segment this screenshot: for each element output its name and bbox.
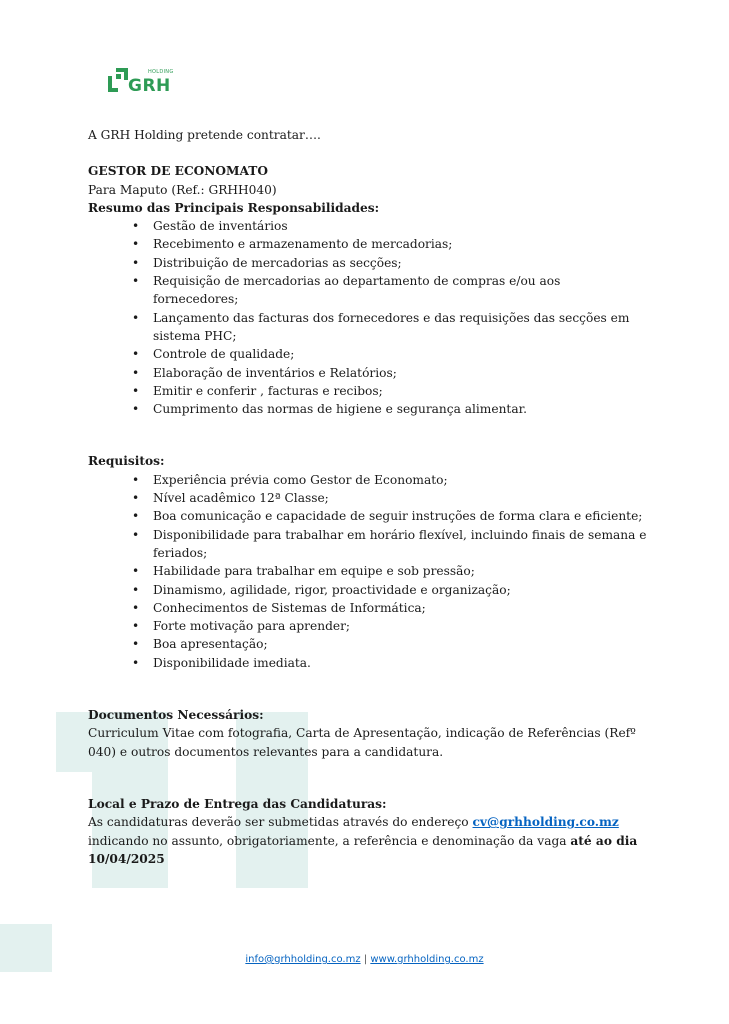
- list-item: • Requisição de mercadorias ao departamento de compras e/ou aos fornecedores;: [88, 272, 648, 309]
- list-item: • Experiência prévia como Gestor de Economato;: [88, 471, 648, 489]
- list-item: • Dinamismo, agilidade, rigor, proactividade e organização;: [88, 581, 648, 599]
- list-item: • Disponibilidade para trabalhar em horário flexível, incluindo finais de semana e feriados;: [88, 526, 648, 563]
- list-item: • Lançamento das facturas dos fornecedores e das requisições das secções em sistema PHC;: [88, 309, 648, 346]
- list-item: • Cumprimento das normas de higiene e segurança alimentar.: [88, 400, 648, 418]
- job-title: GESTOR DE ECONOMATO: [88, 164, 268, 179]
- list-item: • Boa comunicação e capacidade de seguir instruções de forma clara e eficiente;: [88, 507, 648, 525]
- list-item: • Controle de qualidade;: [88, 345, 648, 363]
- responsibilities-list: [88, 217, 648, 418]
- responsibilities-heading: Resumo das Principais Responsabilidades:: [88, 200, 380, 215]
- requirements-heading: Requisitos:: [88, 454, 165, 469]
- document-body: [88, 126, 648, 868]
- submission-heading: Local e Prazo de Entrega das Candidaturas:: [88, 796, 387, 811]
- list-item: • Emitir e conferir , facturas e recibos;: [88, 382, 648, 400]
- list-item: • Distribuição de mercadorias as secções;: [88, 254, 648, 272]
- company-logo: [108, 66, 188, 98]
- documents-heading: Documentos Necessários:: [88, 708, 264, 723]
- documents-text: Curriculum Vitae com fotografia, Carta de Apresentação, indicação de Referências (Refº 040) e outros documentos relevantes para a candidatura.: [88, 726, 636, 759]
- footer-separator: |: [363, 954, 368, 965]
- deadline: até ao dia 10/04/2025: [88, 833, 638, 866]
- submission-text: As candidaturas deverão ser submetidas através do endereço cv@grhholding.co.mz indicando no assunto, obrigatoriamente, a referência e denominação da vaga até ao dia 10/04/2025: [88, 815, 638, 866]
- list-item: • Nível acadêmico 12ª Classe;: [88, 489, 648, 507]
- list-item: • Gestão de inventários: [88, 217, 648, 235]
- footer-email-link[interactable]: info@grhholding.co.mz: [245, 954, 361, 965]
- logo-text: GRH: [128, 76, 171, 96]
- logo-subtext: HOLDING: [148, 69, 174, 75]
- job-location: Para Maputo (Ref.: GRHH040): [88, 182, 277, 197]
- list-item: • Habilidade para trabalhar em equipe e sob pressão;: [88, 562, 648, 580]
- list-item: • Recebimento e armazenamento de mercadorias;: [88, 235, 648, 253]
- requirements-list: [88, 471, 648, 672]
- application-email-link[interactable]: cv@grhholding.co.mz: [472, 815, 619, 830]
- footer-website-link[interactable]: www.grhholding.co.mz: [370, 954, 484, 965]
- list-item: • Boa apresentação;: [88, 635, 648, 653]
- list-item: • Disponibilidade imediata.: [88, 654, 648, 672]
- intro-text: A GRH Holding pretende contratar….: [88, 128, 321, 142]
- list-item: • Elaboração de inventários e Relatórios;: [88, 364, 648, 382]
- page-footer: [0, 954, 729, 965]
- list-item: • Conhecimentos de Sistemas de Informática;: [88, 599, 648, 617]
- list-item: • Forte motivação para aprender;: [88, 617, 648, 635]
